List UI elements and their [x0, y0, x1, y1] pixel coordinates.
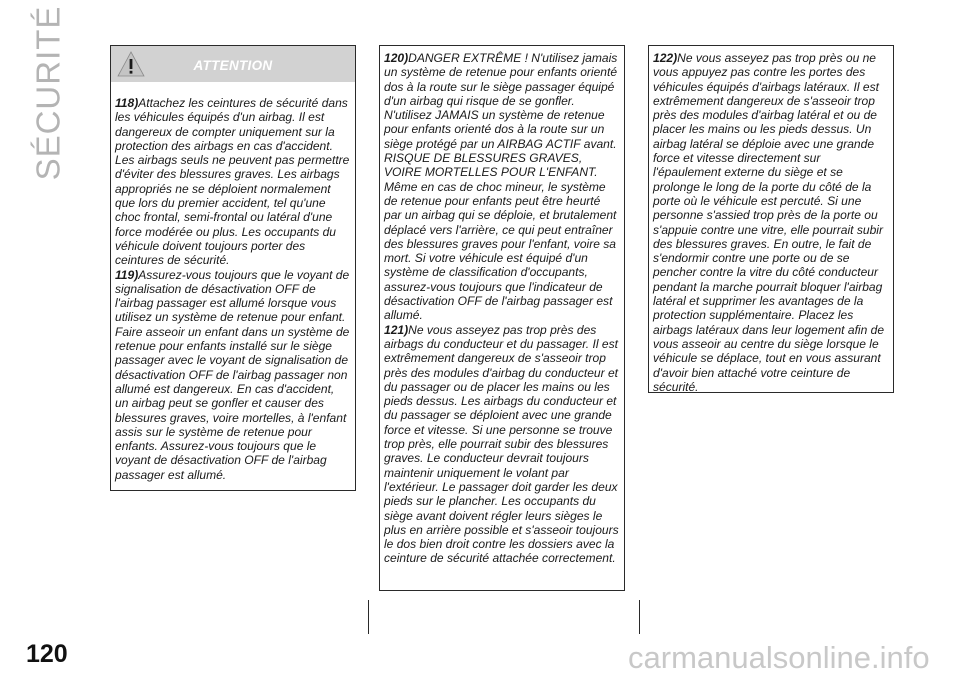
- note-text: Ne vous asseyez pas trop près des airbags du conducteur et du passager. Il est extrêmement dangereux de s'asseoir trop près des modules d'airbag du conducteur et du passager ou de placer les mains ou les pieds dessus. Les airbags du conducteur et du passager se déploient avec une grande force et vitesse. Si une personne se trouve trop près, elle pourrait subir des blessures graves. Le conducteur devrait toujours maintenir uniquement le volant par l'extérieur. Le passager doit garder les deux pieds sur le plancher. Les occupants du siège avant doivent régler leurs sièges le plus en arrière possible et s'asseoir toujours le dos bien droit contre les dossiers avec la ceinture de sécurité attachée correctement.: [384, 322, 619, 566]
- note-number: 120): [384, 51, 409, 65]
- note-120: [384, 51, 620, 323]
- note-number: 121): [384, 322, 409, 337]
- attention-box-right: [648, 45, 894, 393]
- column-divider: [639, 600, 640, 634]
- attention-box-middle-body: [380, 46, 624, 566]
- note-121: [384, 323, 620, 566]
- note-text: Assurez-vous toujours que le voyant de signalisation de désactivation OFF de l'airbag passager est allumé lorsque vous utilisez un système de retenue pour enfant. Faire asseoir un enfant dans un système de retenue pour enfants installé sur le siège passager avec le voyant de signalisation de désactivation OFF de l'airbag passager non allumé est dangereux. En cas d'accident, un airbag peut se gonfler et causer des blessures graves, voire mortelles, à l'enfant assis sur le système de retenue pour enfants. Assurez-vous toujours que le voyant de désactivation OFF de l'airbag passager est allumé.: [115, 267, 350, 482]
- note-118: [115, 96, 351, 268]
- attention-box-middle: [379, 45, 625, 591]
- attention-box-left: [110, 45, 356, 491]
- note-text: Attachez les ceintures de sécurité dans les véhicules équipés d'un airbag. Il est dangereux de compter uniquement sur la protection des airbags en cas d'accident. Les airbags seuls ne peuvent pas permettre d'éviter des blessures graves. Les airbags appropriés ne se déploient normalement que lors du premier accident, tel qu'une choc frontal, semi-frontal ou latéral d'une force modérée ou plus. Les occupants du véhicule doivent toujours porter des ceintures de sécurité.: [115, 96, 350, 268]
- attention-box-left-body: [111, 82, 355, 482]
- page-number: 120: [26, 640, 68, 668]
- attention-header: [111, 46, 355, 82]
- section-title: [20, 5, 76, 180]
- note-text: DANGER EXTRÊME ! N'utilisez jamais un système de retenue pour enfants orienté dos à la route sur le siège passager équipé d'un airbag qui risque de se gonfler. N'utilisez JAMAIS un système de retenue pour enfants orienté dos à la route sur un siège protégé par un AIRBAG ACTIF avant. RISQUE DE BLESSURES GRAVES, VOIRE MORTELLES POUR L'ENFANT. Même en cas de choc mineur, le système de retenue pour enfants peut être heurté par un airbag qui se déploie, et brutalement déplacé vers l'arrière, ce qui peut entraîner des blessures graves pour l'enfant, voire sa mort. Si votre véhicule est équipé d'un système de classification d'occupants, assurez-vous toujours que l'indicateur de désactivation OFF de l'airbag passager est allumé.: [384, 51, 618, 323]
- note-number: 118): [115, 96, 139, 110]
- note-number: 119): [115, 267, 139, 282]
- watermark: carmanualsonline.info: [628, 640, 930, 675]
- note-text: Ne vous asseyez pas trop près ou ne vous appuyez pas contre les portes des véhicules équipés d'airbags latéraux. Il est extrêmement dangereux de s'asseoir trop près des modules d'airbag latéral et ou de placer les mains ou les pieds dessus. Un airbag latéral se déploie avec une grande force et vitesse directement sur l'épaulement externe du siège et se prolonge le long de la porte du côté de la porte où le véhicule est percuté. Si une personne s'assied trop près de la porte ou s'appuie contre une vitre, elle pourrait subir des blessures graves. En outre, le fait de s'endormir contre une porte ou de se pencher contre la vitre du côté conducteur pendant la marche pourrait bloquer l'airbag latéral et supprimer les avantages de la protection supplémentaire. Placez les airbags latéraux dans leur logement afin de vous asseoir au centre du siège lorsque le véhicule se déplace, tout en vous assurant d'avoir bien attaché votre ceinture de sécurité.: [653, 51, 885, 394]
- section-title-text: SÉCURITÉ: [29, 5, 67, 180]
- attention-title: ATTENTION: [193, 58, 273, 73]
- note-122: [653, 51, 889, 394]
- column-divider: [368, 600, 369, 634]
- note-number: 122): [653, 51, 678, 65]
- attention-box-right-body: [649, 46, 893, 394]
- note-119: [115, 268, 351, 482]
